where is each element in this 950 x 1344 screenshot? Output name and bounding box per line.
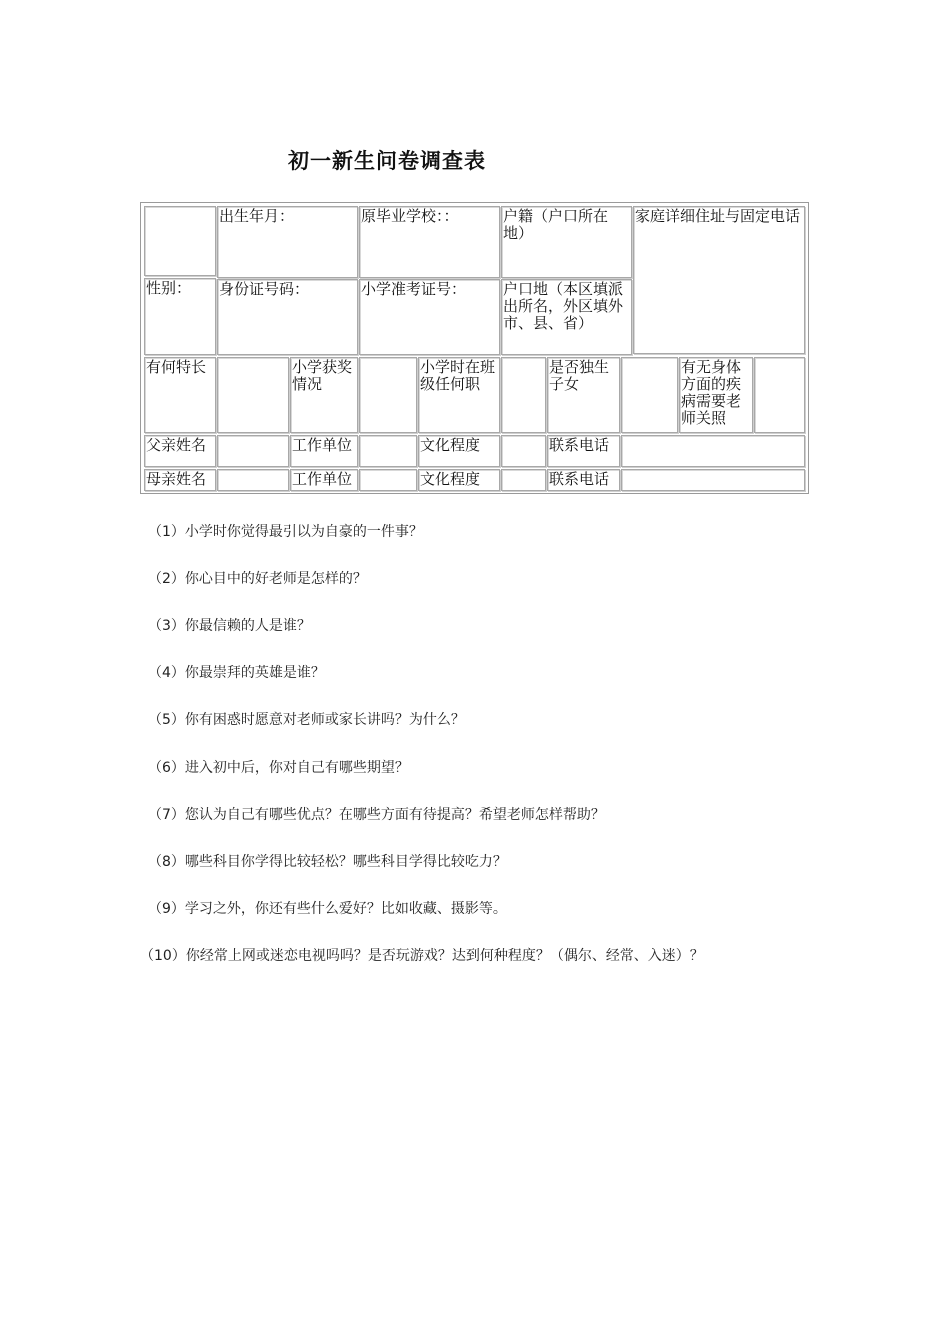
address-label: 家庭详细住址与固定电话 [633,206,805,354]
father-education-label: 文化程度 [418,435,500,467]
only-child-field[interactable] [621,357,678,433]
talent-label: 有何特长 [144,357,216,433]
father-work-field[interactable] [359,435,417,467]
mother-label: 母亲姓名 [144,469,216,491]
only-child-label: 是否独生子女 [547,357,620,433]
hukou-place-label: 户口地（本区填派出所名，外区填外市、县、省） [501,279,632,355]
talent-field[interactable] [217,357,289,433]
health-field[interactable] [754,357,805,433]
survey-form-table [140,202,809,494]
question-5: （5）你有困惑时愿意对老师或家长讲吗？为什么？ [148,712,465,728]
mother-education-field[interactable] [501,469,546,491]
gender-label: 性别： [144,278,216,355]
question-8: （8）哪些科目你学得比较轻松？哪些科目学得比较吃力？ [148,854,507,870]
mother-name-field[interactable] [217,469,289,491]
question-4: （4）你最崇拜的英雄是谁？ [148,665,325,681]
question-9: （9）学习之外，你还有些什么爱好？比如收藏、摄影等。 [148,901,507,917]
question-3: （3）你最信赖的人是谁？ [148,618,311,634]
blank-cell[interactable] [144,206,216,276]
question-6: （6）进入初中后，你对自己有哪些期望？ [148,760,409,776]
father-phone-field[interactable] [621,435,805,467]
question-1: （1）小学时你觉得最引以为自豪的一件事？ [148,524,423,540]
awards-field[interactable] [359,357,417,433]
health-label: 有无身体方面的疾病需要老师关照 [679,357,753,433]
father-name-field[interactable] [217,435,289,467]
question-7: （7）您认为自己有哪些优点？在哪些方面有待提高？希望老师怎样帮助？ [148,807,605,823]
father-label: 父亲姓名 [144,435,216,467]
school-label: 原毕业学校：： [359,206,500,278]
post-label: 小学时在班级任何职 [418,357,500,433]
exam-no-label: 小学准考证号： [359,279,500,355]
post-field[interactable] [501,357,546,433]
mother-education-label: 文化程度 [418,469,500,491]
mother-work-field[interactable] [359,469,417,491]
birth-label: 出生年月： [217,206,358,278]
mother-phone-label: 联系电话 [547,469,620,491]
mother-phone-field[interactable] [621,469,805,491]
father-education-field[interactable] [501,435,546,467]
question-2: （2）你心目中的好老师是怎样的？ [148,571,367,587]
father-work-label: 工作单位 [290,435,358,467]
awards-label: 小学获奖情况 [290,357,358,433]
father-phone-label: 联系电话 [547,435,620,467]
mother-work-label: 工作单位 [290,469,358,491]
huji-label: 户籍（户口所在地） [501,206,632,278]
idcard-label: 身份证号码： [217,279,358,355]
page-title: 初一新生问卷调查表 [288,148,486,173]
question-10: （10）你经常上网或迷恋电视吗吗？是否玩游戏？达到何种程度？（偶尔、经常、入迷）？ [140,948,704,964]
